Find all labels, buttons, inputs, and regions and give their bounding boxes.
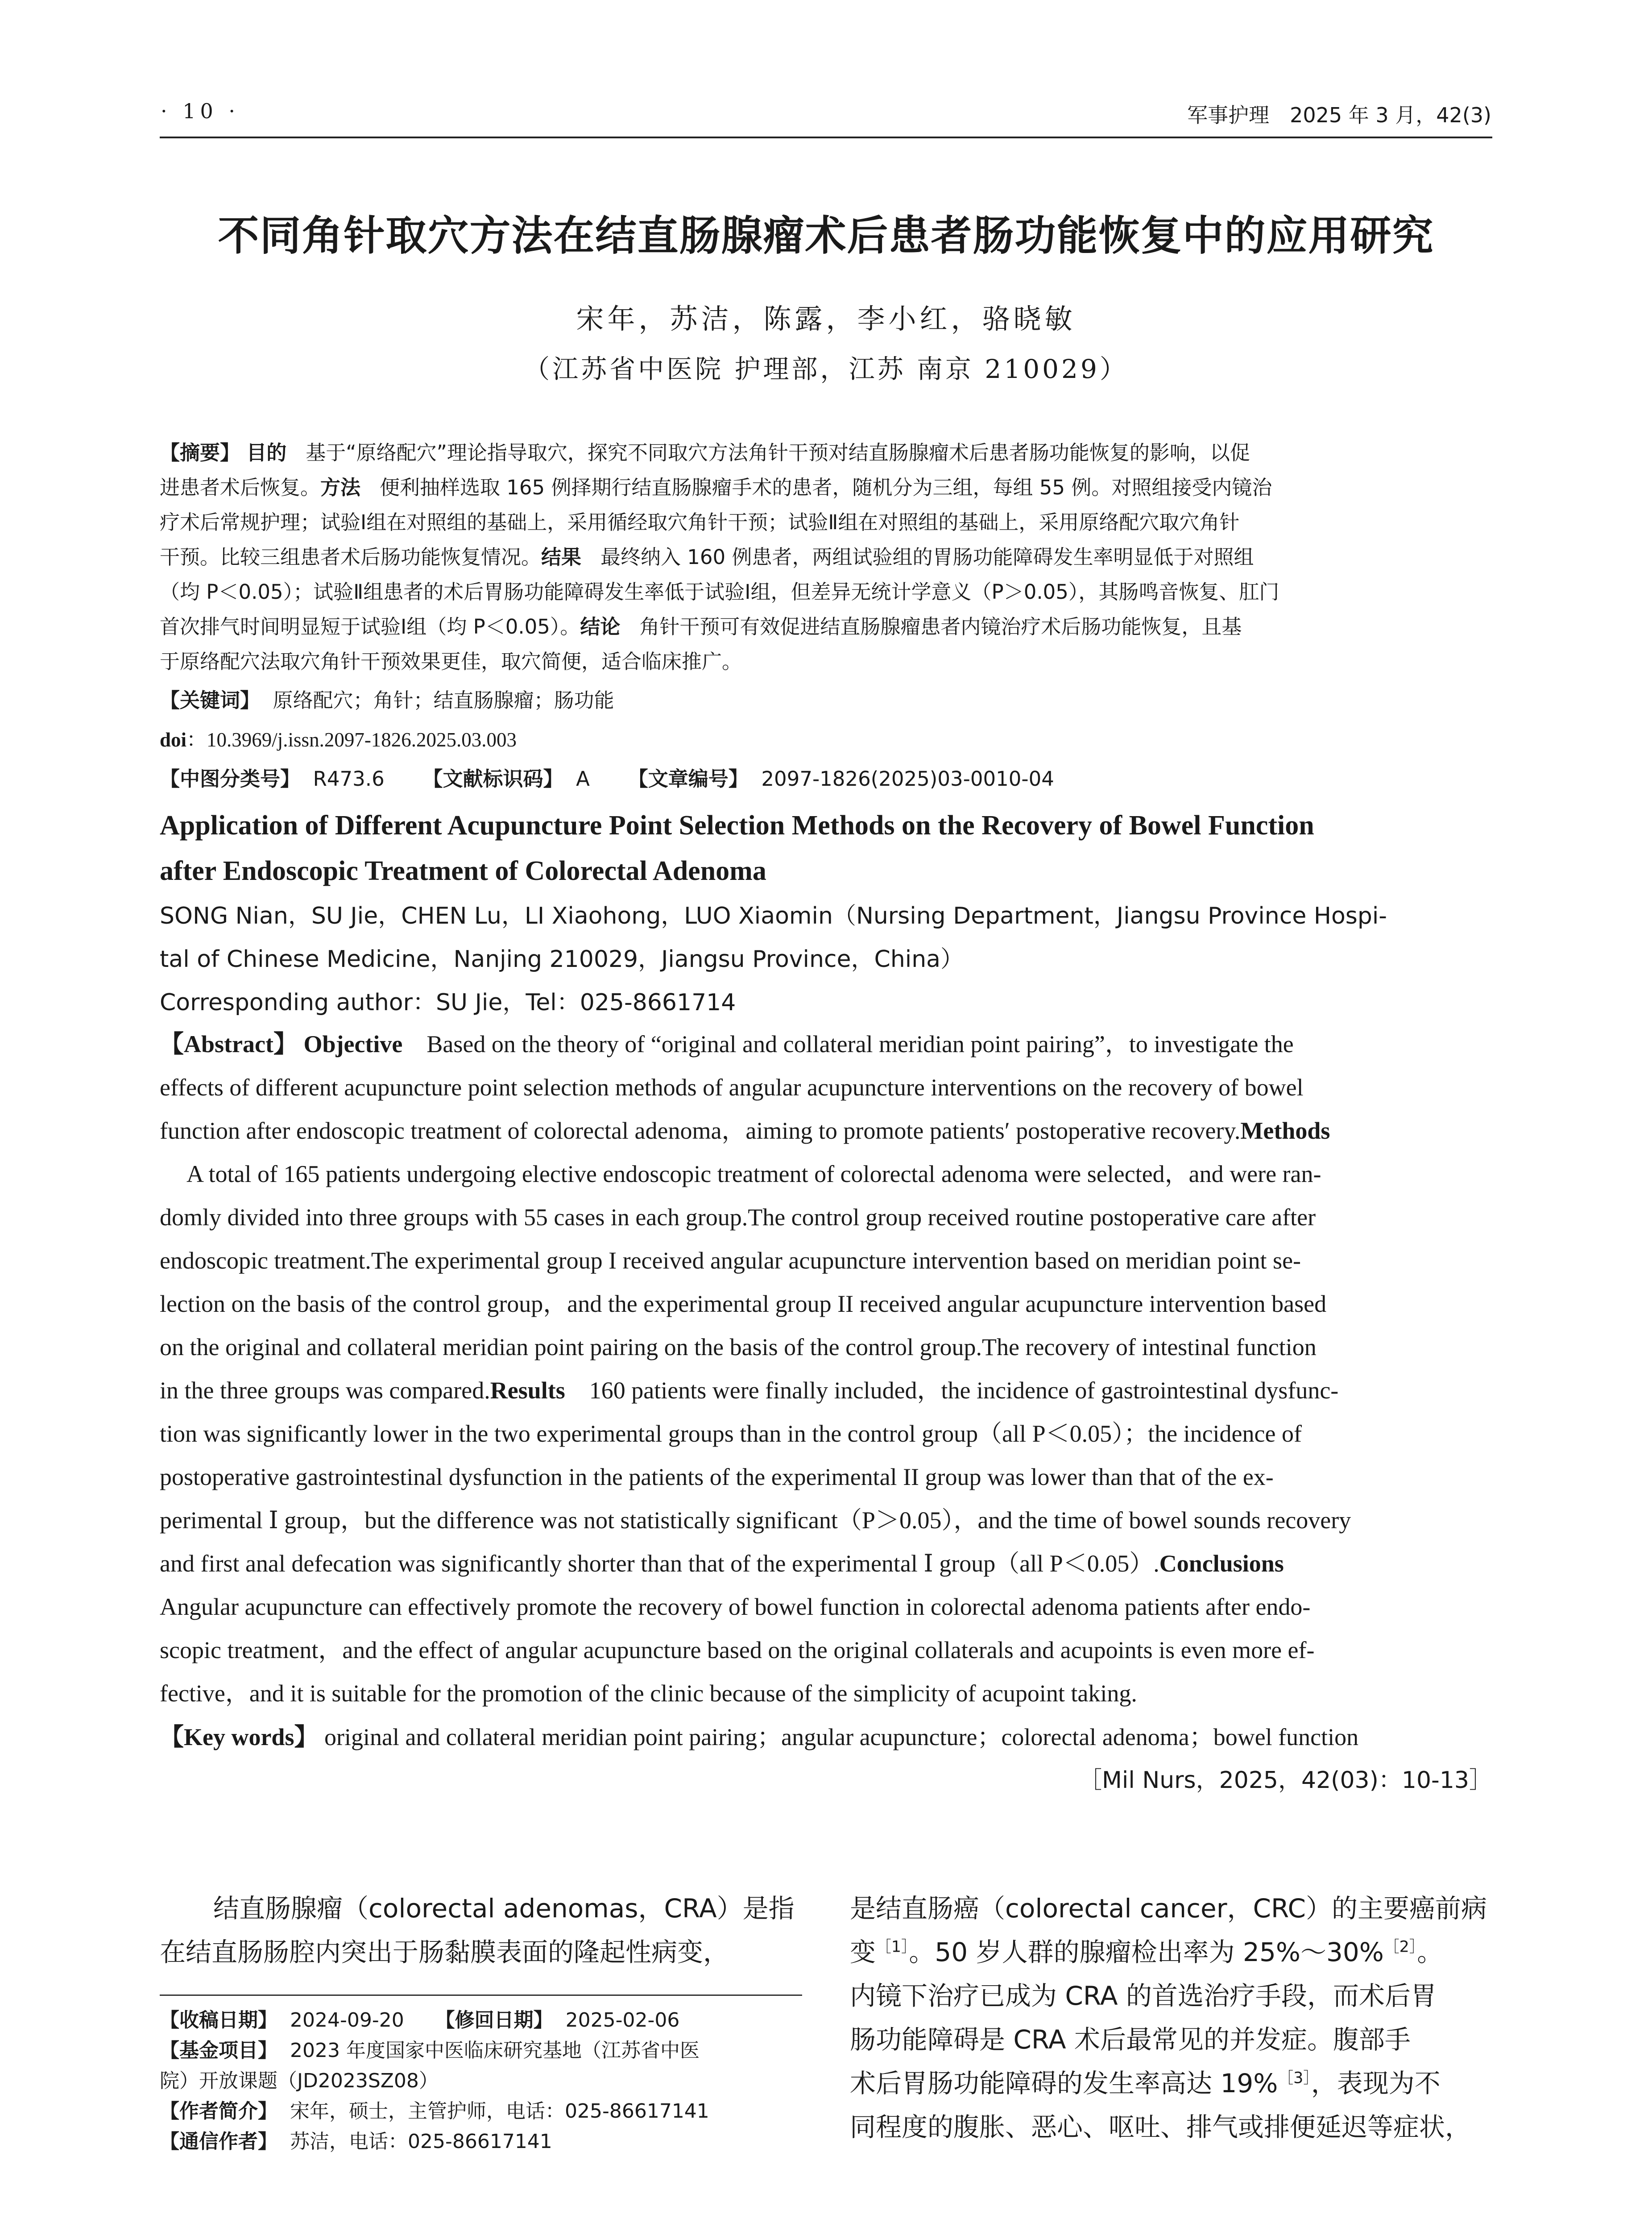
body-right-line-4: 肠功能障碍是 CRA 术后最常见的并发症。腹部手 — [850, 2024, 1411, 2055]
classification-line — [160, 766, 1492, 792]
keywords-cn — [160, 687, 1492, 714]
doc-code-label: 【文献标识码】 — [422, 767, 563, 791]
article-no-value: 2097-1826(2025)03-0010-04 — [761, 767, 1054, 791]
journal-info: 军事护理 2025 年 3 月，42(3) — [1187, 103, 1491, 127]
authors-en-line-2: tal of Chinese Medicine，Nanjing 210029，Jiangsu Province，China） — [160, 946, 964, 973]
body-text: ，表现为不 — [1311, 2068, 1441, 2098]
abstract-en-line-4: A total of 165 patients undergoing elective endoscopic treatment of colorectal adenoma were selected，and were ran- — [186, 1161, 1321, 1187]
author-bio-label: 【作者简介】 — [160, 2100, 277, 2123]
abstract-en-line-6: endoscopic treatment.The experimental group I received angular acupuncture intervention based on meridian point se- — [160, 1247, 1301, 1274]
abstract-cn-line-4 — [160, 544, 1492, 571]
keywords-cn-label: 【关键词】 — [160, 688, 261, 712]
footnote-corresponding — [160, 2129, 802, 2154]
received-date: 2024-09-20 — [290, 2009, 404, 2032]
abstract-cn-line-6 — [160, 614, 1492, 640]
body-text: 术后胃肠功能障碍的发生率高达 19% — [850, 2068, 1278, 2098]
authors-en-line-1: SONG Nian，SU Jie，CHEN Lu，LI Xiaohong，LUO Xiaomin（Nursing Department，Jiangsu Province Hospi- — [160, 903, 1387, 929]
doi-label: doi — [160, 729, 187, 751]
keywords-cn-text: 原络配穴；角针；结直肠腺瘤；肠功能 — [273, 688, 614, 712]
abstract-en-line-15: scopic treatment，and the effect of angular acupuncture based on the original collaterals and acupoints is even more ef- — [160, 1637, 1315, 1663]
abstract-en-text: 160 patients were finally included，the incidence of gastrointestinal dysfunc- — [589, 1377, 1339, 1404]
authors-cn: 宋年，苏洁，陈露，李小红，骆晓敏 — [576, 303, 1076, 335]
abstract-cn-text: 干预。比较三组患者术后肠功能恢复情况。 — [160, 545, 542, 569]
abstract-cn-line-5 — [160, 579, 1492, 605]
abstract-cn-text: 首次排气时间明显短于试验Ⅰ组（均 P＜0.05）。 — [160, 615, 580, 639]
header-rule — [160, 137, 1492, 138]
body-text: 。50 岁人群的腺瘤检出率为 25%～30% — [909, 1937, 1384, 1967]
received-label: 【收稿日期】 — [160, 2009, 277, 2032]
article-title-en-line-1: Application of Different Acupuncture Point Selection Methods on the Recovery of Bowel Function — [160, 810, 1314, 841]
body-right-line-6: 同程度的腹胀、恶心、呕吐、排气或排便延迟等症状， — [850, 2112, 1471, 2142]
abstract-en-label: 【Abstract】 — [160, 1031, 298, 1057]
abstract-en-text: and first anal defecation was significantly shorter than that of the experimental Ⅰ group（all P＜0.05）. — [160, 1550, 1159, 1577]
citation: ［Mil Nurs，2025，42(03)：10-13］ — [1079, 1767, 1492, 1794]
conclusions-en-label: Conclusions — [1159, 1550, 1284, 1577]
abstract-en-line-9 — [160, 1375, 1492, 1406]
body-right-line-3: 内镜下治疗已成为 CRA 的首选治疗手段，而术后胃 — [850, 1981, 1437, 2011]
keywords-en-label: 【Key words】 — [160, 1724, 319, 1750]
doi-text: ：10.3969/j.issn.2097-1826.2025.03.003 — [186, 729, 517, 751]
keywords-en — [160, 1721, 1492, 1753]
abstract-en-text: in the three groups was compared. — [160, 1377, 490, 1404]
footnote-fund-2: 院）开放课题（JD2023SZ08） — [160, 2069, 439, 2092]
body-right-line-2 — [850, 1936, 1492, 1969]
abstract-en-line-16: fective，and it is suitable for the promotion of the clinic because of the simplicity of acupoint taking. — [160, 1680, 1137, 1707]
abstract-en-text: function after endoscopic treatment of colorectal adenoma，aiming to promote patients′ postoperative recovery. — [160, 1117, 1241, 1144]
abstract-cn-text: 进患者术后恢复。 — [160, 476, 321, 499]
keywords-en-text: original and collateral meridian point pairing；angular acupuncture；colorectal adenoma；bowel function — [324, 1724, 1359, 1750]
abstract-cn-text: 最终纳入 160 例患者，两组试验组的胃肠功能障碍发生率明显低于对照组 — [600, 545, 1254, 569]
corr-text: 苏洁，电话：025-86617141 — [290, 2130, 552, 2153]
objective-cn-label: 目的 — [246, 441, 287, 464]
clc-value: R473.6 — [313, 767, 385, 791]
affiliation-cn: （江苏省中医院 护理部，江苏 南京 210029） — [524, 354, 1128, 384]
abstract-en-line-13 — [160, 1548, 1492, 1579]
abstract-en-line-5: domly divided into three groups with 55 cases in each group.The control group received routine postoperative care after — [160, 1204, 1316, 1231]
citation-ref-1[interactable]: ［1］ — [876, 1938, 909, 1956]
results-cn-label: 结果 — [541, 545, 582, 569]
doi-line — [160, 726, 1492, 753]
abstract-cn-text: 基于“原络配穴”理论指导取穴，探究不同取穴方法角针干预对结直肠腺瘤术后患者肠功能恢复的影响，以促 — [306, 441, 1250, 464]
abstract-en-line-2: effects of different acupuncture point selection methods of angular acupuncture interventions on the recovery of bowel — [160, 1074, 1304, 1101]
abstract-cn-text: 于原络配穴法取穴角针干预效果更佳，取穴简便，适合临床推广。 — [160, 650, 742, 673]
abstract-en-line-8: on the original and collateral meridian point pairing on the basis of the control group.The recovery of intestinal function — [160, 1334, 1317, 1360]
article-title-en-line-2: after Endoscopic Treatment of Colorectal Adenoma — [160, 856, 766, 886]
abstract-cn-text: （均 P＜0.05）；试验Ⅱ组患者的术后胃肠功能障碍发生率低于试验Ⅰ组，但差异无统计学意义（P＞0.05），其肠鸣音恢复、肛门 — [160, 580, 1279, 604]
article-title-cn: 不同角针取穴方法在结直肠腺瘤术后患者肠功能恢复中的应用研究 — [218, 212, 1434, 260]
abstract-cn-line-2 — [160, 474, 1492, 501]
corresponding-author: Corresponding author：SU Jie，Tel：025-8661714 — [160, 989, 736, 1016]
revised-label: 【修回日期】 — [435, 2009, 553, 2032]
abstract-en-line-1 — [160, 1028, 1492, 1060]
fund-text: 2023 年度国家中医临床研究基地（江苏省中医 — [290, 2039, 700, 2062]
body-right-line-1: 是结直肠癌（colorectal cancer，CRC）的主要癌前病 — [850, 1893, 1487, 1924]
abstract-en-line-11: postoperative gastrointestinal dysfunction in the patients of the experimental II group was lower than that of the ex- — [160, 1464, 1274, 1490]
abstract-en-line-7: lection on the basis of the control group，and the experimental group II received angular acupuncture intervention based — [160, 1290, 1327, 1317]
author-bio-text: 宋年，硕士，主管护师，电话：025-86617141 — [290, 2100, 709, 2123]
footnote-dates — [160, 2008, 802, 2033]
abstract-cn-label: 【摘要】 — [160, 441, 240, 464]
abstract-cn-text: 角针干预可有效促进结直肠腺瘤患者内镜治疗术后肠功能恢复，且基 — [639, 615, 1242, 639]
footnote-author — [160, 2099, 802, 2124]
objective-en-label: Objective — [303, 1031, 403, 1057]
abstract-en-line-3 — [160, 1115, 1492, 1146]
conclusion-cn-label: 结论 — [580, 615, 621, 639]
abstract-cn-text: 便利抽样选取 165 例择期行结直肠腺瘤手术的患者，随机分为三组，每组 55 例。对照组接受内镜治 — [379, 476, 1272, 499]
abstract-en-line-10: tion was significantly lower in the two experimental groups than in the control group（all P＜0.05）；the incidence of — [160, 1420, 1302, 1447]
results-en-label: Results — [490, 1377, 565, 1404]
abstract-en-text: Based on the theory of “original and collateral meridian point pairing”，to investigate the — [426, 1031, 1294, 1057]
abstract-cn-line-3 — [160, 509, 1492, 536]
citation-ref-3[interactable]: ［3］ — [1278, 2069, 1311, 2087]
body-text: 变 — [850, 1937, 876, 1967]
methods-cn-label: 方法 — [320, 476, 361, 499]
body-left-line-1: 结直肠腺瘤（colorectal adenomas，CRA）是指 — [213, 1893, 795, 1924]
fund-label: 【基金项目】 — [160, 2039, 277, 2062]
clc-label: 【中图分类号】 — [160, 767, 301, 791]
body-right-line-5 — [850, 2067, 1492, 2100]
corr-label: 【通信作者】 — [160, 2130, 277, 2153]
abstract-cn-line-7 — [160, 648, 1492, 675]
methods-en-label: Methods — [1240, 1117, 1330, 1144]
doc-code-value: A — [576, 767, 590, 791]
article-no-label: 【文章编号】 — [628, 767, 749, 791]
body-text: 。 — [1417, 1937, 1443, 1967]
body-left-line-2: 在结直肠肠腔内突出于肠黏膜表面的隆起性病变， — [160, 1937, 729, 1967]
revised-date: 2025-02-06 — [565, 2009, 680, 2032]
footnote-fund-1 — [160, 2038, 802, 2063]
abstract-cn-text: 疗术后常规护理；试验Ⅰ组在对照组的基础上，采用循经取穴角针干预；试验Ⅱ组在对照组的基础上，采用原络配穴取穴角针 — [160, 510, 1240, 534]
citation-ref-2[interactable]: ［2］ — [1383, 1938, 1417, 1956]
page-number: · 10 · — [161, 99, 240, 123]
abstract-en-line-12: perimental Ⅰ group，but the difference was not statistically significant（P＞0.05），and the time of bowel sounds recovery — [160, 1507, 1351, 1534]
abstract-cn-line-1 — [160, 440, 1492, 466]
footnote-rule — [160, 1995, 802, 1996]
abstract-en-line-14: Angular acupuncture can effectively promote the recovery of bowel function in colorectal adenoma patients after endo- — [160, 1593, 1311, 1620]
